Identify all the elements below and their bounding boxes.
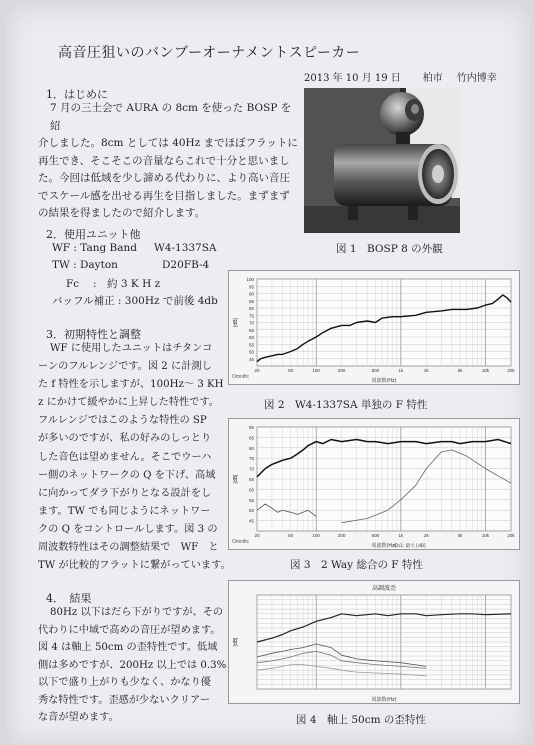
legend-text: Ch1: 最大 [dB] xyxy=(394,544,426,549)
section-3-heading: 3．初期特性と調整 xyxy=(46,328,141,341)
x-tick-label: 20k xyxy=(507,533,515,538)
y-tick-label: 65 xyxy=(248,477,254,482)
paragraph-line: 80Hz 以下はだら下がりですが、その xyxy=(50,607,224,618)
figure-2-chart-svg xyxy=(229,271,519,384)
paragraph-line: 7 月の三土会で AURA の 8cm を使った BOSP を紹 xyxy=(50,102,292,132)
x-axis-label: 周波数(Hz) xyxy=(371,697,397,703)
paragraph-line: 図 4 は軸上 50cm の歪特性です。低域 xyxy=(38,642,218,653)
paragraph-line: z にかけて緩やかに上昇した特性です。 xyxy=(38,397,219,409)
y-tick-label: 55 xyxy=(248,497,254,503)
y-tick-label: 80 xyxy=(248,306,254,311)
x-tick-label: 500 xyxy=(371,533,380,538)
paragraph-line: TW が比較的フラットに繋がっています。 xyxy=(38,560,231,572)
figure-4-caption: 図 4 軸上 50cm の歪特性 xyxy=(296,714,426,726)
figure-4-chart xyxy=(228,580,520,704)
x-tick-label: 2k xyxy=(423,368,429,373)
spec-fc: Fc : 約 3 K H z xyxy=(66,278,161,290)
y-tick-label: 65 xyxy=(248,327,254,333)
x-tick-label: 50 xyxy=(288,533,294,538)
x-tick-label: 100 xyxy=(312,533,320,538)
figure-3-chart xyxy=(228,418,520,550)
section-2-heading: 2．使用ユニット他 xyxy=(46,228,141,241)
x-tick-label: 10k xyxy=(481,533,490,538)
x-tick-label: 100 xyxy=(312,368,320,373)
paragraph-line: に向かってダラ下がりとなる設計をし xyxy=(38,487,212,499)
paragraph-line: 以下で盛り上がりも少なく、かなり優 xyxy=(38,677,211,688)
paragraph-line: ー側のネットワークの Q を下げ、高域 xyxy=(38,469,216,481)
section-4-body xyxy=(38,604,234,727)
y-tick-label: 70 xyxy=(248,320,254,326)
paragraph-line: 代わりに中域で高めの音圧が望めます。 xyxy=(38,624,221,636)
paragraph-line: な音が望めます。 xyxy=(38,712,119,723)
author-name: 竹内博幸 xyxy=(456,73,497,84)
paragraph-line: 秀な特性です。歪感が少ないクリアー xyxy=(38,694,211,706)
spec-wf-label: WF : Tang Band xyxy=(52,242,138,254)
date-line xyxy=(304,69,497,84)
y-tick-label: 75 xyxy=(248,313,254,319)
chart-watermark: Omnific xyxy=(232,539,249,545)
chart-watermark: Omnific xyxy=(232,374,249,380)
y-tick-label: 60 xyxy=(248,335,254,340)
y-tick-label: 100 xyxy=(246,277,254,282)
paragraph-line: WF に使用したユニットはチタンコ xyxy=(50,343,213,354)
y-tick-label: 85 xyxy=(248,298,254,304)
paragraph-line: 再生でき、そこそこの音量ならこれで十分と思いまし xyxy=(38,154,290,167)
x-tick-label: 20k xyxy=(507,368,515,373)
paragraph-line: 周波数特性はその調整結果で WF と xyxy=(38,542,219,554)
y-axis-label: [dB] xyxy=(233,637,239,647)
x-tick-label: 1k xyxy=(398,533,404,538)
paragraph-line: クの Q をコントロールします。図 3 の xyxy=(38,523,218,535)
y-tick-label: 90 xyxy=(248,425,254,430)
paragraph-line: 側は多めですが、200Hz 以上では 0.3% xyxy=(38,659,227,671)
x-tick-label: 200 xyxy=(337,368,346,373)
y-tick-label: 70 xyxy=(248,466,254,472)
x-tick-label: 20 xyxy=(254,368,260,373)
spec-baffle: バッフル補正 : 300Hz で前後 4db xyxy=(52,295,218,307)
speaker-photo-image xyxy=(304,88,460,233)
y-axis-label: [dB] xyxy=(233,474,239,484)
page-title: 高音圧狙いのバンブーオーナメントスピーカー xyxy=(58,45,361,61)
paragraph-line: した音色は望めません。そこでウーハ xyxy=(38,451,212,463)
x-tick-label: 5k xyxy=(457,368,463,373)
paragraph-line: の結果を得ましたので紹介します。 xyxy=(38,207,206,219)
speaker-photo xyxy=(304,88,460,233)
x-tick-label: 500 xyxy=(371,368,380,373)
y-tick-label: 75 xyxy=(248,456,254,462)
x-tick-label: 200 xyxy=(337,533,346,538)
section-3-body xyxy=(38,340,234,575)
section-4-heading: 4． 結果 xyxy=(46,592,92,605)
paragraph-line: が多いのですが、私の好みのしっとり xyxy=(38,433,212,445)
chart-title: 高調波歪 xyxy=(371,585,397,592)
paragraph-line: でスケール感を出せる再生を目指しました。まずまず xyxy=(38,189,290,202)
paragraph-line: た f 特性を示しますが、100Hz～ 3 KH xyxy=(38,379,224,391)
figure-3-caption: 図 3 2 Way 総合の F 特性 xyxy=(290,559,423,571)
figure-2-caption: 図 2 W4-1337SA 単独の F 特性 xyxy=(264,399,428,411)
x-tick-label: 50 xyxy=(288,368,294,373)
y-tick-label: 85 xyxy=(248,435,254,441)
x-axis-label: 周波数(Hz) xyxy=(371,378,397,384)
spec-tw-model: D20FB-4 xyxy=(162,259,210,271)
x-tick-label: 1k xyxy=(398,368,404,373)
author-city: 柏市 xyxy=(422,73,443,84)
document-page xyxy=(6,4,530,745)
section-1-heading: 1．はじめに xyxy=(46,88,108,101)
y-tick-label: 60 xyxy=(248,487,254,493)
section-1-body xyxy=(38,100,300,223)
x-tick-label: 10k xyxy=(481,368,490,373)
y-tick-label: 50 xyxy=(248,349,254,355)
y-tick-label: 50 xyxy=(248,508,254,514)
figure-3-chart-svg xyxy=(229,419,519,549)
x-tick-label: 2k xyxy=(423,533,429,538)
date: 2013 年 10 月 19 日 xyxy=(304,73,401,84)
x-tick-label: 5k xyxy=(457,533,463,538)
figure-4-chart-svg xyxy=(229,581,519,703)
paragraph-line: 介しました。8cm としては 40Hz までほぼフラットに xyxy=(38,137,298,149)
y-tick-label: 45 xyxy=(248,356,254,362)
figure-2-chart xyxy=(228,270,520,385)
y-axis-label: [dB] xyxy=(233,318,239,327)
paragraph-line: ます。TW でも同じようにネットワー xyxy=(38,505,211,517)
paragraph-line: ーンのフルレンジです。図 2 に計測し xyxy=(38,361,212,373)
x-axis-label: 周波数(Hz) xyxy=(371,543,397,549)
y-tick-label: 55 xyxy=(248,342,254,348)
y-tick-label: 80 xyxy=(248,445,254,451)
y-tick-label: 95 xyxy=(248,284,254,290)
paragraph-line: た。今回は低域を少し諦める代わりに、より高い音圧 xyxy=(38,172,290,184)
y-tick-label: 90 xyxy=(248,291,254,297)
x-tick-label: 20 xyxy=(254,533,260,538)
spec-tw-label: TW : Dayton xyxy=(52,259,118,271)
paragraph-line: フルレンジではこのような特性の SP xyxy=(38,415,207,427)
y-tick-label: 45 xyxy=(248,518,254,524)
figure-1-caption: 図 1 BOSP 8 の外観 xyxy=(336,243,443,255)
spec-wf-model: W4-1337SA xyxy=(154,242,217,254)
